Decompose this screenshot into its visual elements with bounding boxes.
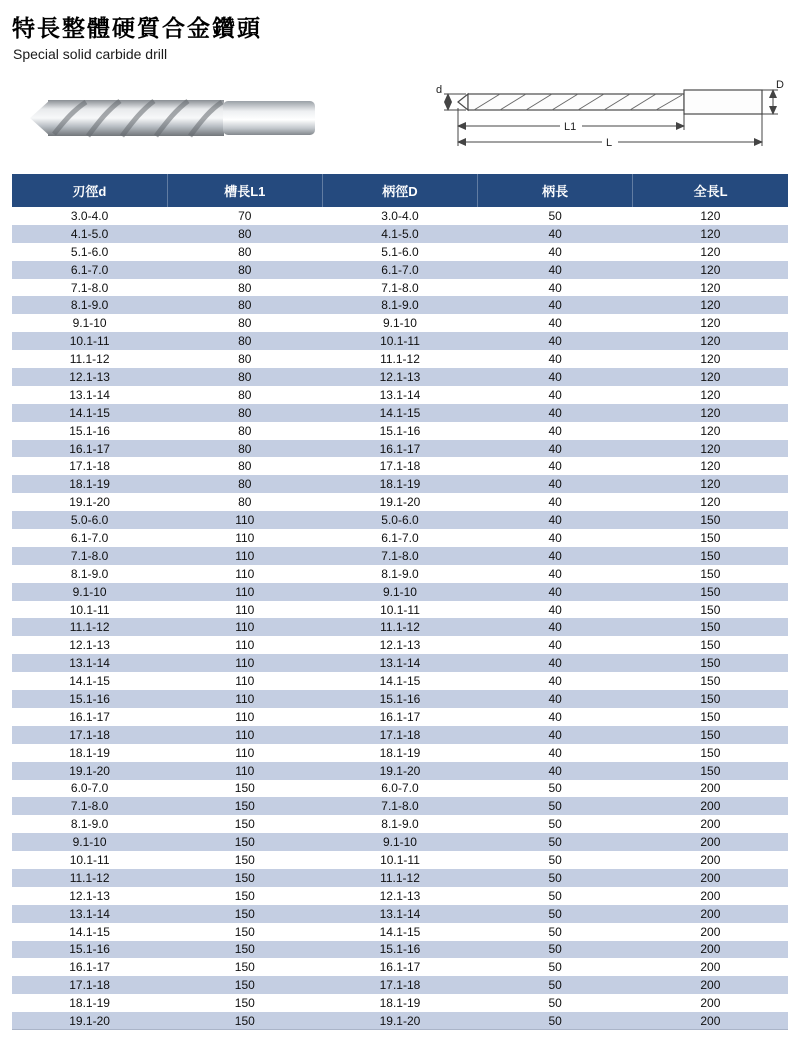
table-cell: 10.1-11	[380, 334, 420, 349]
table-row	[12, 529, 788, 547]
table-cell: 80	[238, 244, 252, 259]
table-cell: 7.1-8.0	[381, 799, 419, 814]
table-cell: 6.0-7.0	[381, 781, 419, 796]
table-cell: 150	[234, 781, 255, 796]
table-cell: 150	[234, 799, 255, 814]
table-cell: 50	[548, 906, 562, 921]
table-cell: 40	[548, 727, 562, 742]
table-cell: 150	[234, 960, 255, 975]
table-cell: 40	[548, 477, 562, 492]
table-cell: 4.1-5.0	[70, 226, 109, 241]
table-cell: 40	[548, 459, 562, 474]
table-row	[12, 296, 788, 314]
drill-shank	[223, 101, 315, 135]
table-cell: 120	[700, 280, 721, 295]
table-row	[12, 780, 788, 798]
table-cell: 200	[700, 978, 721, 993]
table-cell: 19.1-20	[69, 763, 110, 778]
table-cell: 7.1-8.0	[381, 280, 419, 295]
table-cell: 16.1-17	[379, 441, 421, 456]
table-cell: 14.1-15	[69, 405, 110, 420]
table-cell: 50	[548, 960, 562, 975]
table-row	[12, 207, 788, 225]
col-header-overall-length: 全長L	[633, 174, 788, 207]
table-cell: 9.1-10	[72, 584, 107, 599]
table-cell: 150	[700, 638, 721, 653]
table-cell: 40	[548, 530, 562, 545]
table-cell: 19.1-20	[69, 495, 110, 510]
table-cell: 150	[234, 853, 255, 867]
table-cell: 40	[548, 423, 562, 438]
col-header-flute-length: 槽長L1	[167, 174, 322, 207]
table-row	[12, 332, 788, 350]
table-cell: 50	[548, 870, 562, 885]
table-cell: 40	[548, 441, 562, 456]
table-cell: 7.1-8.0	[70, 280, 109, 295]
table-cell: 40	[548, 369, 562, 384]
table-cell: 16.1-17	[69, 960, 110, 975]
table-cell: 150	[700, 602, 721, 617]
table-cell: 80	[238, 423, 252, 438]
table-cell: 19.1-20	[379, 763, 421, 778]
table-cell: 120	[700, 459, 721, 474]
diagram-drill-tip	[458, 94, 468, 110]
table-cell: 80	[238, 387, 252, 402]
table-cell: 11.1-12	[380, 620, 420, 635]
drill-tip	[30, 100, 50, 136]
table-row	[12, 708, 788, 726]
table-cell: 150	[700, 763, 721, 778]
table-cell: 200	[700, 924, 721, 939]
table-cell: 17.1-18	[379, 978, 421, 993]
table-cell: 120	[700, 298, 721, 313]
table-cell: 13.1-14	[379, 387, 421, 402]
table-cell: 80	[238, 262, 252, 277]
table-cell: 200	[700, 799, 721, 814]
table-cell: 15.1-16	[379, 691, 421, 706]
table-row	[12, 672, 788, 690]
table-cell: 17.1-18	[379, 727, 421, 742]
table-cell: 50	[548, 996, 562, 1011]
table-cell: 3.0-4.0	[70, 208, 109, 223]
table-cell: 14.1-15	[379, 924, 421, 939]
table-cell: 7.1-8.0	[381, 548, 419, 563]
table-cell: 19.1-20	[69, 1013, 110, 1028]
table-cell: 120	[700, 405, 721, 420]
table-cell: 150	[700, 513, 721, 528]
table-cell: 150	[700, 727, 721, 742]
table-cell: 8.1-9.0	[70, 817, 109, 832]
table-cell: 80	[238, 280, 252, 295]
table-cell: 120	[700, 369, 721, 384]
table-cell: 12.1-13	[379, 638, 421, 653]
table-cell: 110	[235, 513, 255, 528]
table-row	[12, 565, 788, 583]
table-row	[12, 636, 788, 654]
table-cell: 15.1-16	[69, 423, 110, 438]
table-row	[12, 1012, 788, 1030]
table-row	[12, 583, 788, 601]
table-cell: 40	[548, 334, 562, 349]
table-cell: 5.1-6.0	[70, 244, 109, 259]
table-cell: 6.1-7.0	[70, 530, 109, 545]
table-cell: 50	[548, 978, 562, 993]
table-cell: 5.0-6.0	[70, 513, 109, 528]
table-row	[12, 762, 788, 780]
col-header-shank-length: 柄長	[478, 174, 633, 207]
table-cell: 120	[700, 244, 721, 259]
table-cell: 10.1-11	[69, 602, 110, 617]
table-cell: 40	[548, 387, 562, 402]
table-cell: 150	[234, 906, 255, 921]
table-cell: 40	[548, 405, 562, 420]
table-cell: 40	[548, 656, 562, 671]
table-cell: 80	[238, 459, 252, 474]
table-row	[12, 726, 788, 744]
table-cell: 14.1-15	[69, 674, 110, 689]
figures-row	[12, 62, 788, 170]
table-cell: 18.1-19	[379, 996, 421, 1011]
table-cell: 40	[548, 244, 562, 259]
table-cell: 150	[234, 978, 255, 993]
table-cell: 40	[548, 638, 562, 653]
table-cell: 11.1-12	[380, 870, 420, 885]
table-cell: 120	[700, 262, 721, 277]
table-cell: 110	[235, 584, 255, 599]
table-cell: 13.1-14	[69, 656, 110, 671]
table-cell: 200	[700, 835, 721, 850]
table-cell: 10.1-11	[69, 853, 110, 867]
table-cell: 13.1-14	[379, 906, 421, 921]
table-cell: 120	[700, 441, 721, 456]
table-cell: 14.1-15	[379, 674, 421, 689]
spec-table	[12, 174, 788, 1030]
table-cell: 110	[235, 674, 255, 689]
table-cell: 110	[235, 727, 255, 742]
table-row	[12, 601, 788, 619]
dim-label-L1: L1	[564, 121, 577, 133]
table-cell: 120	[700, 334, 721, 349]
table-cell: 12.1-13	[69, 888, 110, 903]
table-cell: 150	[700, 656, 721, 671]
table-cell: 50	[548, 835, 562, 850]
table-cell: 50	[548, 942, 562, 957]
table-cell: 50	[548, 924, 562, 939]
table-cell: 4.1-5.0	[381, 226, 419, 241]
table-row	[12, 493, 788, 511]
page-title-en: Special solid carbide drill	[13, 46, 168, 62]
table-cell: 110	[235, 620, 255, 635]
table-cell: 80	[238, 352, 252, 367]
table-cell: 80	[238, 369, 252, 384]
table-cell: 19.1-20	[379, 1013, 421, 1028]
table-cell: 50	[548, 853, 562, 867]
table-cell: 40	[548, 691, 562, 706]
table-cell: 120	[700, 316, 721, 331]
table-cell: 17.1-18	[379, 459, 421, 474]
table-cell: 200	[700, 996, 721, 1011]
table-cell: 7.1-8.0	[70, 548, 109, 563]
table-cell: 200	[700, 888, 721, 903]
table-row	[12, 547, 788, 565]
table-cell: 6.1-7.0	[381, 262, 419, 277]
table-cell: 17.1-18	[69, 978, 110, 993]
table-cell: 150	[234, 888, 255, 903]
table-cell: 40	[548, 226, 562, 241]
table-cell: 18.1-19	[69, 745, 110, 760]
table-cell: 18.1-19	[69, 477, 110, 492]
table-cell: 150	[234, 1013, 255, 1028]
table-row	[12, 941, 788, 959]
table-cell: 200	[700, 870, 721, 885]
table-cell: 40	[548, 262, 562, 277]
table-cell: 9.1-10	[72, 835, 107, 850]
table-row	[12, 475, 788, 493]
table-cell: 40	[548, 745, 562, 760]
table-row	[12, 869, 788, 887]
table-cell: 110	[235, 530, 255, 545]
table-row	[12, 923, 788, 941]
table-cell: 12.1-13	[379, 888, 421, 903]
table-cell: 6.1-7.0	[70, 262, 109, 277]
table-cell: 11.1-12	[69, 352, 110, 367]
table-cell: 80	[238, 405, 252, 420]
drill-diagram	[432, 78, 784, 158]
table-cell: 80	[238, 495, 252, 510]
table-cell: 40	[548, 709, 562, 724]
table-cell: 70	[238, 208, 252, 223]
table-cell: 19.1-20	[379, 495, 421, 510]
table-cell: 120	[700, 477, 721, 492]
table-cell: 150	[700, 584, 721, 599]
table-cell: 110	[235, 745, 255, 760]
table-cell: 6.0-7.0	[70, 781, 109, 796]
table-cell: 150	[700, 566, 721, 581]
table-cell: 150	[700, 674, 721, 689]
table-cell: 40	[548, 280, 562, 295]
table-cell: 13.1-14	[379, 656, 421, 671]
table-row	[12, 887, 788, 905]
table-cell: 80	[238, 441, 252, 456]
table-cell: 8.1-9.0	[70, 298, 109, 313]
table-row	[12, 457, 788, 475]
table-row	[12, 404, 788, 422]
table-cell: 18.1-19	[379, 477, 421, 492]
table-row	[12, 261, 788, 279]
table-row	[12, 976, 788, 994]
table-cell: 80	[238, 477, 252, 492]
table-row	[12, 797, 788, 815]
table-cell: 40	[548, 298, 562, 313]
table-cell: 50	[548, 799, 562, 814]
table-cell: 110	[235, 548, 255, 563]
table-row	[12, 279, 788, 297]
table-cell: 120	[700, 387, 721, 402]
table-cell: 150	[234, 942, 255, 957]
table-cell: 150	[234, 870, 255, 885]
table-cell: 13.1-14	[69, 906, 110, 921]
table-cell: 150	[234, 996, 255, 1011]
table-cell: 110	[235, 602, 255, 617]
table-cell: 12.1-13	[69, 369, 110, 384]
table-row	[12, 690, 788, 708]
table-row	[12, 994, 788, 1012]
table-cell: 50	[548, 817, 562, 832]
table-cell: 110	[235, 691, 255, 706]
table-cell: 80	[238, 226, 252, 241]
table-cell: 18.1-19	[379, 745, 421, 760]
drill-photo	[26, 89, 322, 147]
table-cell: 6.1-7.0	[381, 530, 419, 545]
table-cell: 8.1-9.0	[381, 298, 419, 313]
table-row	[12, 225, 788, 243]
table-cell: 110	[235, 763, 255, 778]
table-cell: 150	[700, 548, 721, 563]
table-cell: 5.1-6.0	[381, 244, 419, 259]
table-cell: 50	[548, 888, 562, 903]
table-cell: 150	[234, 817, 255, 832]
table-cell: 40	[548, 674, 562, 689]
table-cell: 9.1-10	[382, 584, 417, 599]
table-cell: 9.1-10	[382, 316, 417, 331]
table-row	[12, 314, 788, 332]
table-row	[12, 833, 788, 851]
table-row	[12, 386, 788, 404]
table-row	[12, 744, 788, 762]
table-row	[12, 368, 788, 386]
table-cell: 50	[548, 208, 562, 223]
spec-table-header-row	[12, 174, 788, 207]
dim-label-D: D	[776, 79, 784, 91]
table-row	[12, 243, 788, 261]
table-cell: 12.1-13	[379, 369, 421, 384]
table-cell: 8.1-9.0	[381, 817, 419, 832]
table-cell: 150	[700, 530, 721, 545]
table-cell: 11.1-12	[69, 620, 110, 635]
table-cell: 150	[700, 709, 721, 724]
table-cell: 15.1-16	[379, 423, 421, 438]
col-header-shank-diameter: 柄徑D	[322, 174, 477, 207]
table-cell: 80	[238, 316, 252, 331]
table-cell: 12.1-13	[69, 638, 110, 653]
table-cell: 18.1-19	[69, 996, 110, 1011]
table-cell: 9.1-10	[382, 835, 417, 850]
table-cell: 15.1-16	[379, 942, 421, 957]
table-cell: 8.1-9.0	[70, 566, 109, 581]
table-cell: 17.1-18	[69, 459, 110, 474]
dim-D-lines	[762, 90, 778, 114]
table-cell: 200	[700, 1013, 721, 1028]
table-cell: 40	[548, 763, 562, 778]
table-cell: 40	[548, 584, 562, 599]
table-cell: 120	[700, 495, 721, 510]
table-cell: 7.1-8.0	[70, 799, 109, 814]
col-header-blade-diameter: 刃徑d	[12, 174, 167, 207]
table-cell: 15.1-16	[69, 942, 110, 957]
table-cell: 200	[700, 853, 721, 867]
dim-label-d: d	[436, 84, 443, 96]
table-cell: 10.1-11	[380, 853, 420, 867]
table-cell: 200	[700, 906, 721, 921]
table-cell: 16.1-17	[69, 441, 110, 456]
table-cell: 16.1-17	[379, 709, 421, 724]
table-cell: 5.0-6.0	[381, 513, 419, 528]
table-cell: 200	[700, 781, 721, 796]
table-cell: 200	[700, 817, 721, 832]
table-row	[12, 905, 788, 923]
page-title-zh: 特長整體硬質合金鑽頭	[12, 15, 262, 41]
table-cell: 120	[700, 352, 721, 367]
table-row	[12, 958, 788, 976]
table-cell: 110	[235, 656, 255, 671]
table-cell: 11.1-12	[69, 870, 110, 885]
table-cell: 150	[234, 835, 255, 850]
table-cell: 40	[548, 495, 562, 510]
table-cell: 120	[700, 423, 721, 438]
table-cell: 150	[700, 620, 721, 635]
table-cell: 10.1-11	[380, 602, 420, 617]
table-cell: 200	[700, 960, 721, 975]
table-cell: 50	[548, 781, 562, 796]
table-cell: 150	[700, 691, 721, 706]
table-cell: 50	[548, 1013, 562, 1028]
table-cell: 110	[235, 566, 255, 581]
table-row	[12, 851, 788, 869]
table-cell: 150	[700, 745, 721, 760]
table-cell: 40	[548, 620, 562, 635]
table-cell: 14.1-15	[69, 924, 110, 939]
table-cell: 110	[235, 638, 255, 653]
table-cell: 14.1-15	[379, 405, 421, 420]
table-cell: 13.1-14	[69, 387, 110, 402]
table-row	[12, 350, 788, 368]
table-cell: 3.0-4.0	[381, 208, 419, 223]
table-cell: 120	[700, 208, 721, 223]
table-cell: 40	[548, 513, 562, 528]
table-cell: 40	[548, 566, 562, 581]
diagram-drill-shank	[684, 90, 762, 114]
table-cell: 8.1-9.0	[381, 566, 419, 581]
table-cell: 10.1-11	[69, 334, 110, 349]
dim-label-L: L	[606, 137, 613, 149]
table-cell: 120	[700, 226, 721, 241]
table-row	[12, 440, 788, 458]
table-row	[12, 618, 788, 636]
table-cell: 16.1-17	[379, 960, 421, 975]
table-cell: 80	[238, 334, 252, 349]
table-cell: 40	[548, 316, 562, 331]
table-cell: 40	[548, 352, 562, 367]
table-cell: 40	[548, 548, 562, 563]
table-cell: 15.1-16	[69, 691, 110, 706]
table-cell: 17.1-18	[69, 727, 110, 742]
table-cell: 40	[548, 602, 562, 617]
table-cell: 80	[238, 298, 252, 313]
table-cell: 200	[700, 942, 721, 957]
table-cell: 110	[235, 709, 255, 724]
table-cell: 11.1-12	[380, 352, 420, 367]
table-cell: 16.1-17	[69, 709, 110, 724]
table-row	[12, 815, 788, 833]
table-row	[12, 422, 788, 440]
table-row	[12, 511, 788, 529]
table-cell: 9.1-10	[72, 316, 107, 331]
spec-table-body	[12, 207, 788, 1030]
table-cell: 150	[234, 924, 255, 939]
table-row	[12, 654, 788, 672]
